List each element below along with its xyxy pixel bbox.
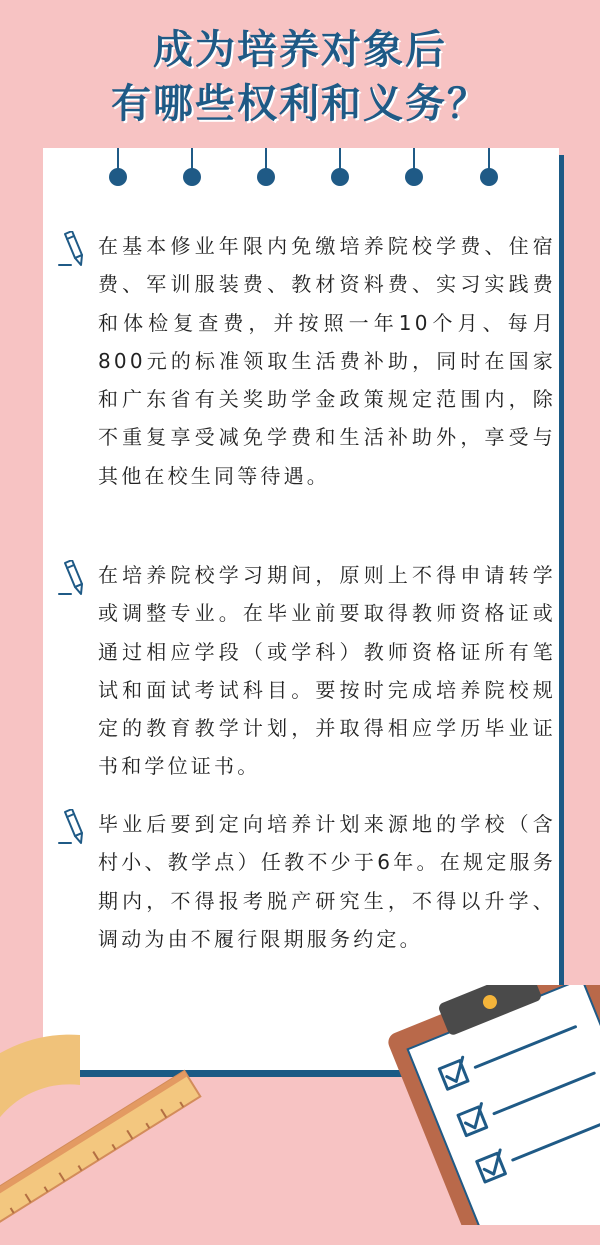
binder-pin xyxy=(109,148,127,188)
list-item xyxy=(55,805,555,958)
pencil-icon xyxy=(55,231,85,267)
list-item xyxy=(55,227,555,495)
item-text: 在基本修业年限内免缴培养院校学费、住宿费、军训服装费、教材资料费、实习实践费和体检复查费，并按照一年10个月、每月800元的标准领取生活费补助，同时在国家和广东省有关奖助学金政策规定范围内，除不重复享受减免学费和生活补助外，享受与其他在校生同等待遇。 xyxy=(98,234,556,488)
ruler-icon xyxy=(0,1015,260,1245)
item-text: 在培养院校学习期间，原则上不得申请转学或调整专业。在毕业前要取得教师资格证或通过相应学段（或学科）教师资格证所有笔试和面试考试科目。要按时完成培养院校规定的教育教学计划，并取得相应学历毕业证书和学位证书。 xyxy=(98,563,556,779)
page-title-line2: 有哪些权利和义务？ xyxy=(111,81,489,127)
list-item xyxy=(55,556,555,786)
clipboard-icon xyxy=(380,985,600,1225)
binder-pin xyxy=(405,148,423,188)
pencil-icon xyxy=(55,560,85,596)
binder-pin xyxy=(257,148,275,188)
pencil-icon xyxy=(55,809,85,845)
binder-pin xyxy=(331,148,349,188)
binder-pin xyxy=(480,148,498,188)
page-title-line1: 成为培养对象后 xyxy=(153,27,447,73)
item-text: 毕业后要到定向培养计划来源地的学校（含村小、教学点）任教不少于6年。在规定服务期内，不得报考脱产研究生，不得以升学、调动为由不履行限期服务约定。 xyxy=(98,812,556,951)
binder-pin xyxy=(183,148,201,188)
